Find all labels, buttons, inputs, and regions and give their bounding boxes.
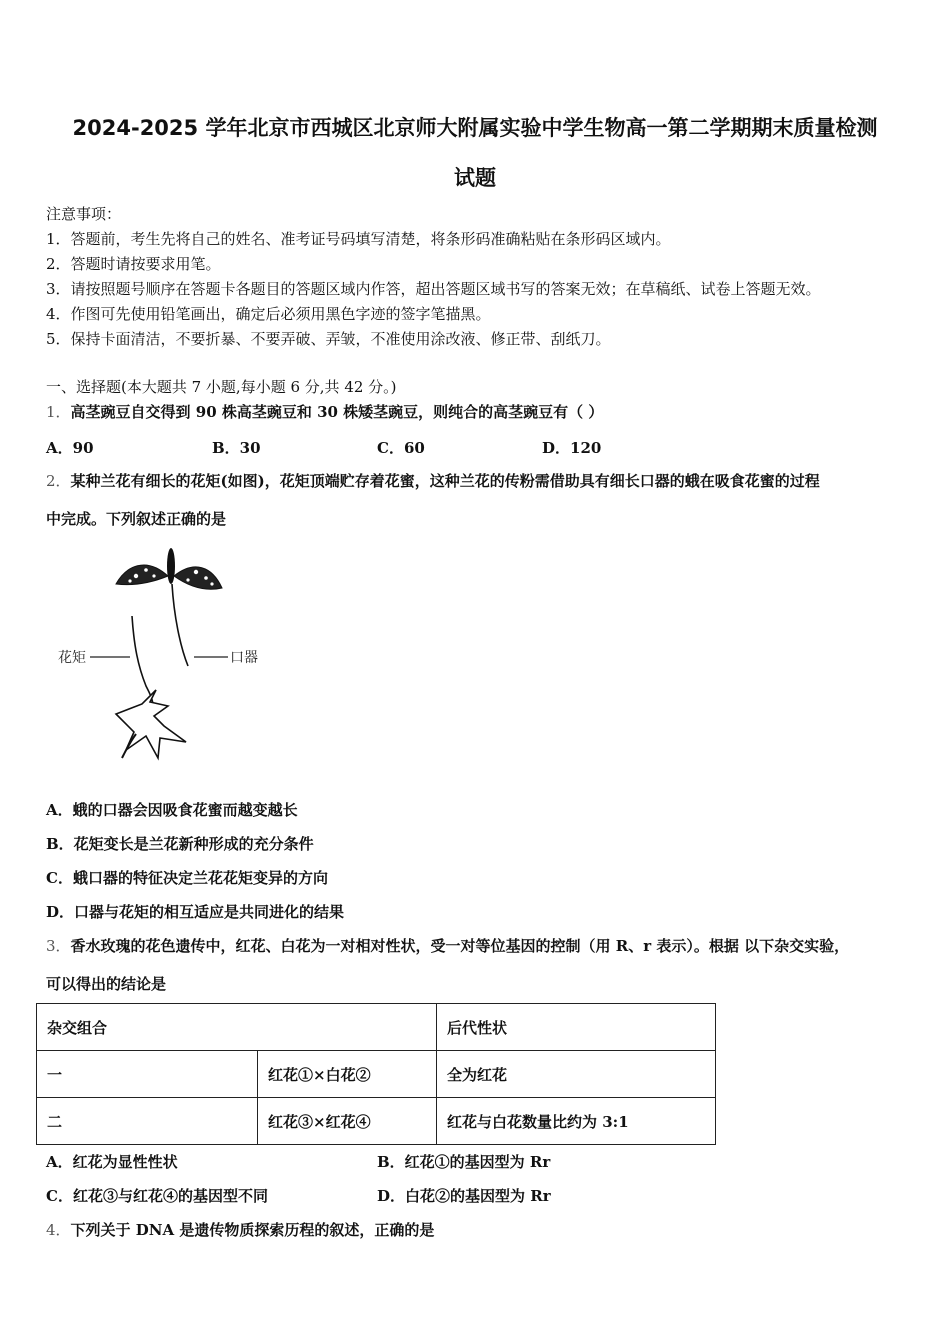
table-row — [37, 1051, 716, 1098]
flower-stem — [122, 734, 136, 758]
note-item-1: 1．答题前，考生先将自己的姓名、准考证号码填写清楚，将条形码准确粘贴在条形码区域内。 — [46, 230, 671, 248]
q2-option-d[interactable]: D．口器与花矩的相互适应是共同进化的结果 — [46, 903, 345, 921]
moth-body — [167, 548, 175, 584]
table-row — [37, 1098, 716, 1145]
table-cell: 全为红花 — [437, 1051, 716, 1098]
table-header-offspring: 后代性状 — [437, 1004, 716, 1051]
q1-option-b[interactable]: B．30 — [212, 439, 261, 457]
table-cell: 二 — [37, 1098, 258, 1145]
question-1 — [46, 401, 603, 422]
note-item-2: 2．答题时请按要求用笔。 — [46, 255, 221, 273]
q1-option-a[interactable]: A．90 — [46, 439, 94, 457]
question-4-number: 4． — [46, 1221, 71, 1239]
label-spur: 花矩 — [58, 650, 86, 666]
question-1-number: 1． — [46, 403, 71, 421]
question-2-line2: 中完成。下列叙述正确的是 — [46, 510, 227, 528]
question-2-text1: 某种兰花有细长的花矩(如图)，花矩顶端贮存着花蜜，这种兰花的传粉需借助具有细长口器的蛾在吸食花蜜的过程 — [70, 472, 820, 490]
question-3-line2: 可以得出的结论是 — [46, 975, 167, 993]
notes-heading: 注意事项： — [46, 205, 122, 223]
q3-option-b[interactable]: B．红花①的基因型为 Rr — [377, 1153, 551, 1171]
question-2-number: 2． — [46, 472, 71, 490]
q3-option-d[interactable]: D．白花②的基因型为 Rr — [377, 1187, 551, 1205]
q2-option-b[interactable]: B．花矩变长是兰花新种形成的充分条件 — [46, 835, 314, 853]
q3-option-c[interactable]: C．红花③与红花④的基因型不同 — [46, 1187, 268, 1205]
q3-option-a[interactable]: A．红花为显性性状 — [46, 1153, 178, 1171]
table-cell: 一 — [37, 1051, 258, 1098]
label-proboscis: 口器 — [230, 650, 258, 666]
orchid-moth-figure — [46, 536, 276, 776]
q2-option-c[interactable]: C．蛾口器的特征决定兰花花矩变异的方向 — [46, 869, 328, 887]
table-cell: 红花①×白花② — [258, 1051, 437, 1098]
q2-option-a[interactable]: A．蛾的口器会因吸食花蜜而越变越长 — [46, 801, 298, 819]
note-item-4: 4．作图可先使用铅笔画出，确定后必须用黑色字迹的签字笔描黑。 — [46, 305, 491, 323]
note-item-5: 5．保持卡面清洁，不要折暴、不要弄破、弄皱，不准使用涂改液、修正带、刮纸刀。 — [46, 330, 611, 348]
question-4-text: 下列关于 DNA 是遗传物质探索历程的叙述，正确的是 — [70, 1221, 435, 1239]
table-header-cross: 杂交组合 — [37, 1004, 437, 1051]
question-3-line1 — [46, 935, 849, 956]
exam-title-line1: 2024-2025 学年北京市西城区北京师大附属实验中学生物高一第二学期期末质量检测 — [72, 116, 878, 140]
question-3-number: 3． — [46, 937, 71, 955]
exam-title-line2: 试题 — [454, 166, 496, 190]
note-item-3: 3．请按照题号顺序在答题卡各题目的答题区域内作答，超出答题区域书写的答案无效；在草稿纸、试卷上答题无效。 — [46, 280, 821, 298]
q1-option-d[interactable]: D．120 — [542, 439, 602, 457]
question-2-line1 — [46, 470, 820, 491]
question-1-text: 高茎豌豆自交得到 90 株高茎豌豆和 30 株矮茎豌豆，则纯合的高茎豌豆有（ ） — [70, 403, 604, 421]
question-3-text1: 香水玫瑰的花色遗传中，红花、白花为一对相对性状，受一对等位基因的控制（用 R、r 表示）。根据 以下杂交实验， — [70, 937, 850, 955]
table-cell: 红花③×红花④ — [258, 1098, 437, 1145]
cross-table — [36, 1003, 716, 1145]
question-4 — [46, 1219, 434, 1240]
moth-wing-left — [116, 565, 168, 585]
table-row — [37, 1004, 716, 1051]
q1-option-c[interactable]: C．60 — [377, 439, 425, 457]
table-cell: 红花与白花数量比约为 3:1 — [437, 1098, 716, 1145]
section-heading: 一、选择题(本大题共 7 小题,每小题 6 分,共 42 分。) — [46, 378, 397, 396]
moth-proboscis — [172, 584, 188, 666]
moth-wing-right — [174, 567, 222, 589]
